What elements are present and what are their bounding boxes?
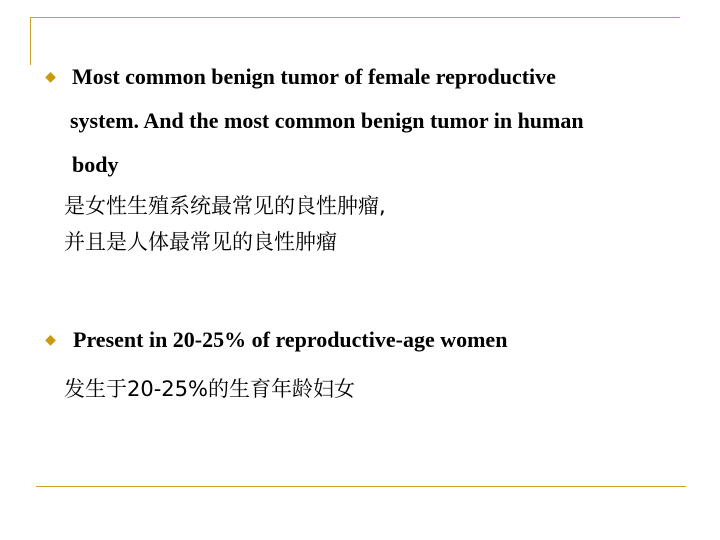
- frame-left-line: [30, 17, 31, 65]
- bullet-1-line-3: body: [72, 152, 119, 177]
- bullet-1-chinese-line-2: 并且是人体最常见的良性肿瘤: [64, 230, 337, 254]
- diamond-bullet-icon: ◆: [45, 332, 56, 348]
- bullet-1-line-2: system. And the most common benign tumor in human: [70, 108, 584, 133]
- bullet-1-chinese-line-1: 是女性生殖系统最常见的良性肿瘤,: [64, 194, 386, 218]
- frame-top-line: [30, 17, 680, 18]
- bullet-2-line-1: Present in 20-25% of reproductive-age women: [73, 327, 508, 352]
- frame-bottom-line: [36, 486, 686, 487]
- bullet-2-chinese-line-1: 发生于20-25%的生育年龄妇女: [64, 377, 355, 401]
- diamond-bullet-icon: ◆: [45, 69, 56, 85]
- bullet-1-line-1: Most common benign tumor of female reproductive: [72, 64, 556, 89]
